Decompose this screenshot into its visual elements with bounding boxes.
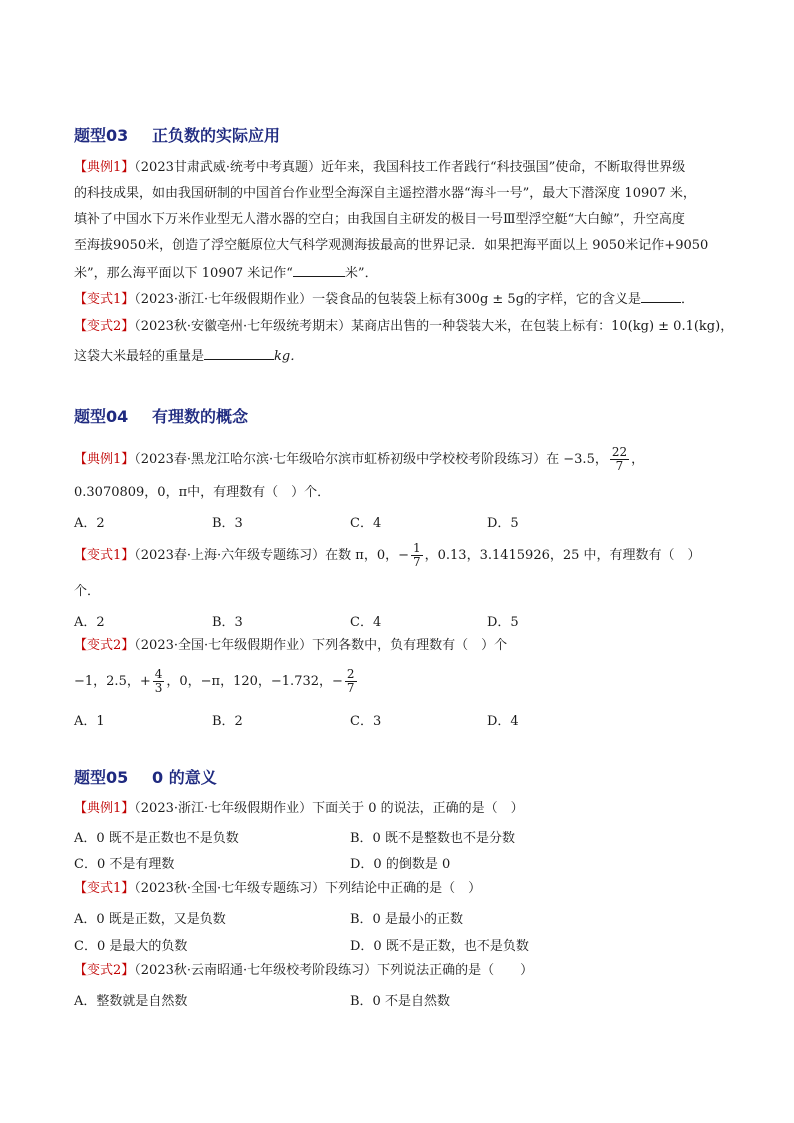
variant-tag: 【变式1】 bbox=[74, 881, 135, 896]
option-b[interactable]: B．0 是最小的正数 bbox=[350, 912, 463, 927]
question-text: 下列各数中，负有理数有（ ）个 bbox=[312, 638, 508, 653]
question-text: 下列结论中正确的是（ ） bbox=[325, 881, 482, 896]
variant-line bbox=[74, 318, 733, 336]
fraction bbox=[411, 542, 423, 569]
option-b[interactable]: B．2 bbox=[212, 714, 243, 729]
variant-line bbox=[74, 637, 507, 655]
fraction bbox=[345, 668, 357, 695]
option-b[interactable]: B．0 既不是整数也不是分数 bbox=[350, 831, 515, 846]
option-c[interactable]: C．4 bbox=[350, 615, 382, 630]
source-label: （2023春·上海·六年级专题练习） bbox=[134, 548, 326, 563]
example-line bbox=[74, 159, 685, 177]
question-text: 某商店出售的一种袋装大米，在包装上标有：10(kg) ± 0.1(kg)， bbox=[351, 319, 734, 334]
variant-tag: 【变式1】 bbox=[74, 548, 135, 563]
option-b[interactable]: B．3 bbox=[212, 615, 243, 630]
answer-blank[interactable] bbox=[204, 347, 274, 360]
source-label: （2023秋·云南昭通·七年级校考阶段练习） bbox=[134, 963, 378, 978]
fraction-numerator: 22 bbox=[611, 445, 628, 459]
section-heading-03 bbox=[74, 123, 280, 146]
section-number: 题型03 bbox=[74, 126, 129, 145]
variant-tag: 【变式2】 bbox=[74, 638, 135, 653]
fraction bbox=[610, 446, 629, 473]
question-text: ，0，−π，120，−1.732，− bbox=[166, 674, 343, 689]
source-label: （2023·浙江·七年级假期作业） bbox=[134, 801, 313, 816]
source-label: （2023秋·安徽亳州·七年级统考期末） bbox=[134, 319, 352, 334]
option-c[interactable]: C．4 bbox=[350, 516, 382, 531]
option-a[interactable]: A．2 bbox=[74, 615, 105, 630]
section-heading-05 bbox=[74, 765, 217, 788]
fraction bbox=[153, 668, 165, 695]
option-a[interactable]: A．1 bbox=[74, 714, 105, 729]
example-tag: 【典例1】 bbox=[74, 452, 135, 467]
fraction-denominator: 3 bbox=[154, 681, 163, 695]
variant-tag: 【变式1】 bbox=[74, 292, 135, 307]
option-d[interactable]: D．5 bbox=[487, 516, 519, 531]
question-text: ， bbox=[631, 452, 645, 467]
answer-blank[interactable] bbox=[293, 264, 345, 277]
section-title: 有理数的概念 bbox=[152, 407, 249, 426]
question-text-line: 的科技成果，如由我国研制的中国首台作业型全海深自主遥控潜水器“海斗一号”，最大下潜深度 10907 米， bbox=[74, 186, 696, 201]
question-text-line: 0.3070809，0，π中，有理数有（ ）个． bbox=[74, 485, 331, 500]
fraction-numerator: 1 bbox=[412, 541, 421, 555]
section-heading-04 bbox=[74, 404, 248, 427]
fraction-numerator: 4 bbox=[154, 667, 163, 681]
fraction-denominator: 7 bbox=[615, 459, 624, 473]
question-text-line: 至海拔9050米，创造了浮空艇原位大气科学观测海拔最高的世界记录．如果把海平面以上 9050米记作+9050 bbox=[74, 238, 709, 253]
section-title: 0 的意义 bbox=[152, 768, 217, 787]
example-tag: 【典例1】 bbox=[74, 801, 135, 816]
question-text: 这袋大米最轻的重量是 bbox=[74, 349, 205, 364]
question-text: ，0.13，3.1415926，25 中，有理数有（ ） bbox=[424, 548, 701, 563]
question-text: −1，2.5，+ bbox=[74, 674, 151, 689]
question-text-line bbox=[74, 347, 303, 366]
option-d[interactable]: D．0 既不是正数，也不是负数 bbox=[350, 939, 529, 954]
variant-tag: 【变式2】 bbox=[74, 963, 135, 978]
example-line bbox=[74, 800, 524, 818]
variant-tag: 【变式2】 bbox=[74, 319, 135, 334]
example-line bbox=[74, 440, 644, 480]
unit-text: kg． bbox=[274, 349, 304, 364]
answer-blank[interactable] bbox=[641, 290, 681, 303]
option-d[interactable]: D．0 的倒数是 0 bbox=[350, 857, 451, 872]
question-text-line: 个． bbox=[74, 584, 101, 599]
variant-line bbox=[74, 962, 533, 980]
number-list-line bbox=[74, 662, 359, 702]
source-label: （2023·全国·七年级假期作业） bbox=[134, 638, 313, 653]
question-text-line bbox=[74, 264, 378, 283]
option-b[interactable]: B．3 bbox=[212, 516, 243, 531]
question-text: 在 −3.5， bbox=[546, 452, 608, 467]
section-title: 正负数的实际应用 bbox=[152, 126, 281, 145]
question-text-line: 填补了中国水下万米作业型无人潜水器的空白；由我国自主研发的极目一号Ⅲ型浮空艇“大白鲸”，升空高度 bbox=[74, 212, 685, 227]
source-label: （2023甘肃武威·统考中考真题） bbox=[134, 160, 321, 175]
variant-line bbox=[74, 880, 481, 898]
section-number: 题型04 bbox=[74, 407, 129, 426]
question-text: 米”，那么海平面以下 10907 米记作“ bbox=[74, 266, 293, 281]
option-c[interactable]: C．0 不是有理数 bbox=[74, 857, 175, 872]
option-a[interactable]: A．0 既不是正数也不是负数 bbox=[74, 831, 239, 846]
variant-line bbox=[74, 536, 701, 576]
variant-line bbox=[74, 290, 694, 309]
question-text: 近年来，我国科技工作者践行“科技强国”使命，不断取得世界级 bbox=[321, 160, 686, 175]
option-c[interactable]: C．0 是最大的负数 bbox=[74, 939, 188, 954]
option-d[interactable]: D．4 bbox=[487, 714, 519, 729]
option-a[interactable]: A．2 bbox=[74, 516, 105, 531]
question-text: 下面关于 0 的说法，正确的是（ ） bbox=[312, 801, 524, 816]
fraction-denominator: 7 bbox=[346, 681, 355, 695]
source-label: （2023秋·全国·七年级专题练习） bbox=[134, 881, 326, 896]
question-text: 在数 π，0，− bbox=[325, 548, 409, 563]
option-c[interactable]: C．3 bbox=[350, 714, 382, 729]
option-a[interactable]: A．整数就是自然数 bbox=[74, 994, 188, 1009]
question-text: 米”． bbox=[344, 266, 378, 281]
fraction-denominator: 7 bbox=[412, 555, 421, 569]
fraction-numerator: 2 bbox=[346, 667, 355, 681]
option-d[interactable]: D．5 bbox=[487, 615, 519, 630]
source-label: （2023春·黑龙江哈尔滨·七年级哈尔滨市虹桥初级中学校校考阶段练习） bbox=[134, 452, 547, 467]
option-b[interactable]: B．0 不是自然数 bbox=[350, 994, 450, 1009]
question-text: 一袋食品的包装袋上标有300g ± 5g的字样，它的含义是 bbox=[312, 292, 642, 307]
source-label: （2023·浙江·七年级假期作业） bbox=[134, 292, 313, 307]
option-a[interactable]: A．0 既是正数，又是负数 bbox=[74, 912, 226, 927]
section-number: 题型05 bbox=[74, 768, 129, 787]
question-text: ． bbox=[681, 292, 695, 307]
example-tag: 【典例1】 bbox=[74, 160, 135, 175]
question-text: 下列说法正确的是（ ） bbox=[377, 963, 534, 978]
